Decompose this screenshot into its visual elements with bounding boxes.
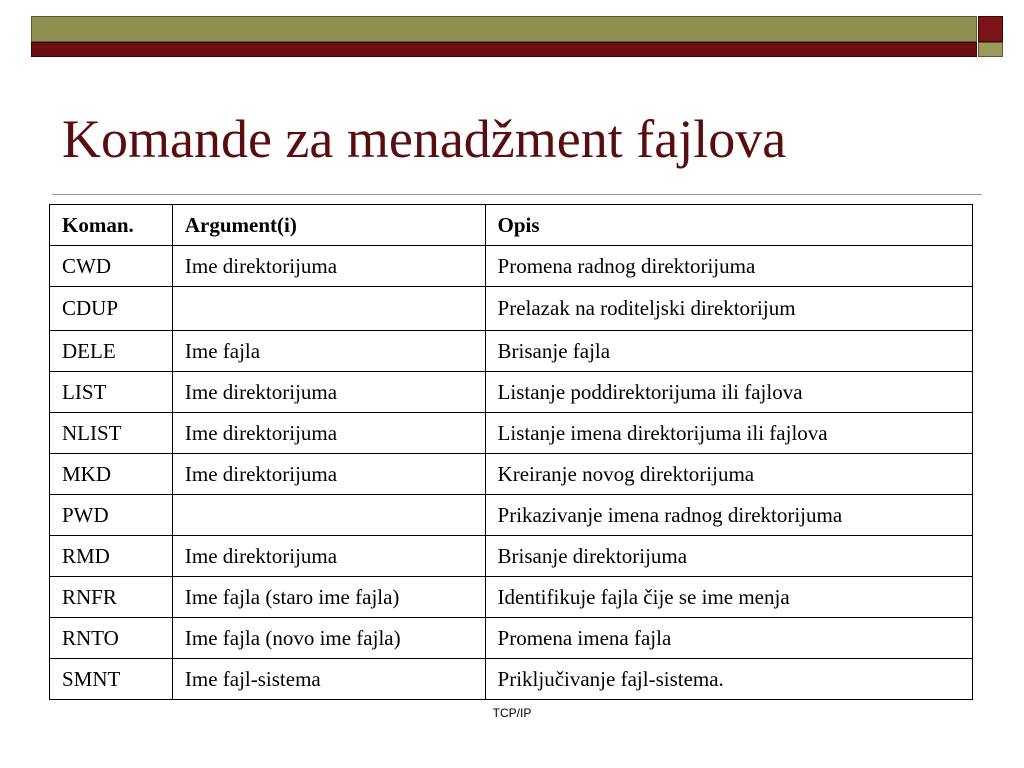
table-row (50, 495, 973, 536)
commands-table (49, 204, 973, 700)
slide-title: Komande za menadžment fajlova (62, 109, 787, 169)
cell-command: SMNT (50, 659, 173, 700)
header-description: Opis (485, 205, 972, 246)
cell-command: RNFR (50, 577, 173, 618)
cell-description: Kreiranje novog direktorijuma (485, 454, 972, 495)
cell-description: Listanje poddirektorijuma ili fajlova (485, 372, 972, 413)
header-command: Koman. (50, 205, 173, 246)
cell-argument: Ime fajl-sistema (172, 659, 485, 700)
cell-argument: Ime direktorijuma (172, 536, 485, 577)
header-arguments: Argument(i) (172, 205, 485, 246)
cell-argument: Ime fajla (staro ime fajla) (172, 577, 485, 618)
cell-description: Brisanje fajla (485, 331, 972, 372)
table-row (50, 659, 973, 700)
decorative-top-bar-stripe (31, 42, 977, 57)
cell-command: RMD (50, 536, 173, 577)
cell-argument: Ime direktorijuma (172, 246, 485, 287)
cell-argument: Ime direktorijuma (172, 413, 485, 454)
cell-description: Listanje imena direktorijuma ili fajlova (485, 413, 972, 454)
cell-command: RNTO (50, 618, 173, 659)
slide-footer: TCP/IP (492, 706, 532, 720)
table-row (50, 372, 973, 413)
cell-argument: Ime fajla (novo ime fajla) (172, 618, 485, 659)
table-row (50, 246, 973, 287)
table-header-row (50, 205, 973, 246)
cell-description: Brisanje direktorijuma (485, 536, 972, 577)
cell-command: DELE (50, 331, 173, 372)
decorative-top-bar (31, 16, 977, 42)
table-row (50, 454, 973, 495)
table-row (50, 618, 973, 659)
table-row (50, 331, 973, 372)
title-divider (52, 194, 982, 195)
cell-argument: Ime direktorijuma (172, 372, 485, 413)
cell-description: Prikazivanje imena radnog direktorijuma (485, 495, 972, 536)
cell-argument (172, 495, 485, 536)
cell-argument: Ime direktorijuma (172, 454, 485, 495)
cell-command: CDUP (50, 287, 173, 331)
table-row (50, 577, 973, 618)
table-row (50, 287, 973, 331)
cell-command: CWD (50, 246, 173, 287)
table-row (50, 536, 973, 577)
cell-description: Prelazak na roditeljski direktorijum (485, 287, 972, 331)
cell-command: NLIST (50, 413, 173, 454)
decorative-corner-square-lower (978, 42, 1003, 57)
cell-command: MKD (50, 454, 173, 495)
cell-description: Identifikuje fajla čije se ime menja (485, 577, 972, 618)
cell-description: Priključivanje fajl-sistema. (485, 659, 972, 700)
table-row (50, 413, 973, 454)
decorative-corner-square (978, 16, 1003, 42)
cell-description: Promena radnog direktorijuma (485, 246, 972, 287)
cell-description: Promena imena fajla (485, 618, 972, 659)
cell-argument (172, 287, 485, 331)
cell-command: PWD (50, 495, 173, 536)
cell-argument: Ime fajla (172, 331, 485, 372)
cell-command: LIST (50, 372, 173, 413)
